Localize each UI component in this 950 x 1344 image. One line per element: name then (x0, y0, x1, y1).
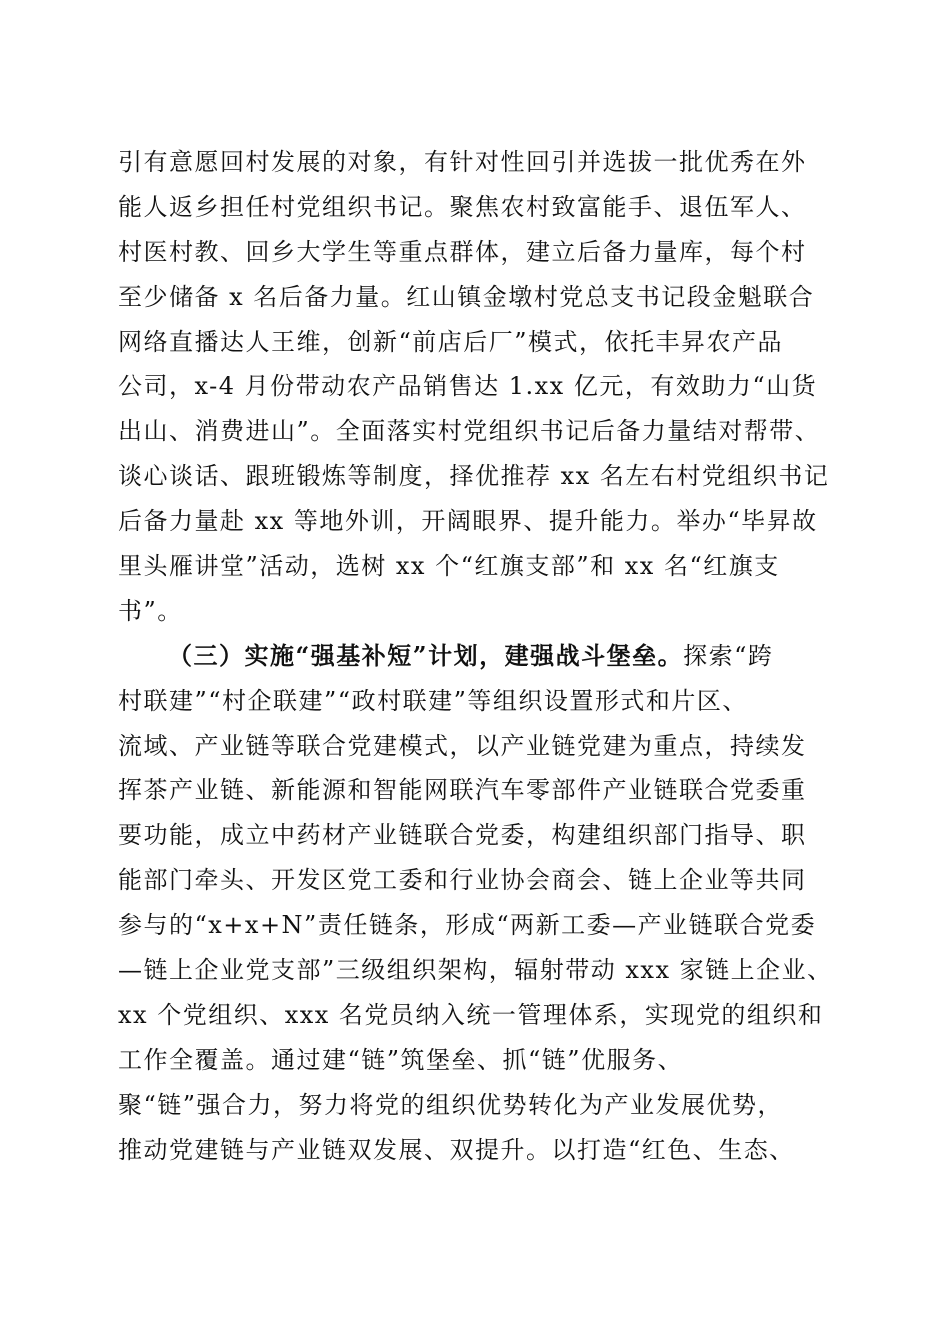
paragraph-first-line (118, 634, 838, 679)
text-line: 村医村教、回乡大学生等重点群体，建立后备力量库，每个村 (118, 237, 807, 266)
text-line: 能人返乡担任村党组织书记。聚焦农村致富能手、退伍军人、 (118, 192, 807, 221)
paragraph-1 (118, 140, 838, 634)
text-line: 能部门牵头、开发区党工委和行业协会商会、链上企业等共同 (118, 866, 807, 895)
text-line: 村联建”“村企联建”“政村联建”等组织设置形式和片区、 (118, 686, 748, 715)
text-run: 探索“跨 (683, 641, 774, 670)
text-line: 出山、消费进山”。全面落实村党组织书记后备力量结对帮带、 (118, 417, 821, 446)
section-heading: （三）实施“强基补短”计划，建强战斗堡垒。 (168, 640, 684, 670)
text-line: 公司，x-4 月份带动农产品销售达 1.xx 亿元，有效助力“山货 (118, 372, 818, 401)
text-line: 里头雁讲堂”活动，选树 xx 个“红旗支部”和 xx 名“红旗支 (118, 552, 780, 581)
text-line: 后备力量赴 xx 等地外训，开阔眼界、提升能力。举办“毕昇故 (118, 507, 818, 536)
text-line: 至少储备 x 名后备力量。红山镇金墩村党总支书记段金魁联合 (118, 282, 815, 311)
paragraph-2 (118, 634, 838, 1173)
text-line: 要功能，成立中药材产业链联合党委，构建组织部门指导、职 (118, 821, 807, 850)
text-line: 网络直播达人王维，创新“前店后厂”模式，依托丰昇农产品 (118, 327, 784, 356)
text-line: —链上企业党支部”三级组织架构，辐射带动 xxx 家链上企业、 (118, 956, 833, 985)
document-body (118, 140, 838, 1172)
text-line: 工作全覆盖。通过建“链”筑堡垒、抓“链”优服务、 (118, 1045, 684, 1074)
text-line: 聚“链”强合力，努力将党的组织优势转化为产业发展优势， (118, 1090, 784, 1119)
text-line: 书”。 (118, 596, 183, 625)
text-line: 谈心谈话、跟班锻炼等制度，择优推荐 xx 名左右村党组织书记 (118, 462, 830, 491)
text-line: 挥茶产业链、新能源和智能网联汽车零部件产业链联合党委重 (118, 776, 807, 805)
text-line: 推动党建链与产业链双发展、双提升。以打造“红色、生态、 (118, 1135, 795, 1164)
text-line: 参与的“x+x+N”责任链条，形成“两新工委—产业链联合党委 (118, 911, 817, 940)
text-line: 引有意愿回村发展的对象，有针对性回引并选拔一批优秀在外 (118, 148, 807, 176)
text-line: xx 个党组织、xxx 名党员纳入统一管理体系，实现党的组织和 (118, 1000, 824, 1029)
text-line: 流域、产业链等联合党建模式，以产业链党建为重点，持续发 (118, 731, 807, 760)
